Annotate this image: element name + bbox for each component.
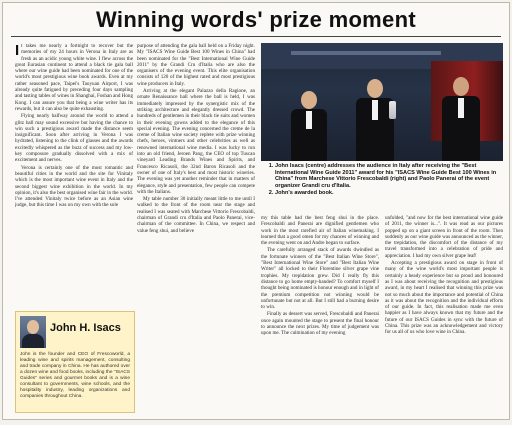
trophy-icon <box>389 101 396 119</box>
author-bio: John is the founder and CEO of Frescoworld, a leading wine and spirits management, consulting and trade company in China. He has authored over a dozen wine and food books, including the "ISACS Guides" series and gourmet books and is a wine consultant to governments, wine schools, and the hospitality industry, leading organizations and companies throughout China. <box>20 352 130 399</box>
headline-rule <box>11 36 501 37</box>
paragraph: Arriving at the elegant Palazzo della Ragione, an ornate Renaissance hall where the ball is held, I was immediately impressed by the synergistic mix of the striking architecture and elegantly dressed crowd. The hundreds of gentlemen in their black tie suits and women in their evening gowns added to the elegance of this special evening. The evening concerned the creme de la creme of Italian wine society replete with prize winning chefs, heroes, vintners and other celebrities as well as renowned international wine media. I was lucky to run into an old friend, Jeroen Pang, the CEO of top Tuscan vineyard Leading Brands Wines and Spirits, and Francesco Ricasoli, the 32nd Baron Ricasoli and the owner of one of Italy's best and most historic wineries. The evening was yet another reminder that in matters of elegance, style and presentation, few people can compete with the Italians. <box>137 88 255 195</box>
article-column-4 <box>385 215 503 413</box>
newspaper-page <box>3 3 509 419</box>
presenter-right <box>439 77 483 161</box>
drop-cap: I <box>15 43 20 59</box>
paragraph: my this table had the best feng shui in the place. Frescobaldi and Panerai are dignified gentlemen who work in the most rarefied air of Italian winemaking. I learned that a good omen for my chances of winning and the evening went on and Andre began to surface. <box>261 215 379 247</box>
paragraph: Accepting a prestigious award on stage in front of many of the wine world's most important people is certainly a heady experience but so proud and honoured as I was about receiving the recognition and prestigious award, in my heart I realised that winning this prize was not so much about the importance and potential of China as it was about the recognition and the individual efforts of our guide. In fact, this realisation made me even happier as I have always known that my future and the future of our ISACS Guides in sync with the future of China. This prize was an acknowledgement and victory for us all of us who love wine in China. <box>385 260 503 336</box>
john-isacs-figure <box>353 79 397 161</box>
paragraph: My table number 30 initially meant little to me until I walked to the front of the room near the stage and realised I was seated with Marchese Vittorio Frescobaldi, chairman of Grandi cru d'Italia and Paolo Panerai, vice-chairman of the committee. In China, we respect and value feng shui, and believe <box>137 196 255 234</box>
paragraph <box>15 43 133 112</box>
paragraph: purpose of attending the gala ball held on a Friday night. My "ISACS Wine Guide Best 100 Wines in China" had been nominated for the "Best International Wine Guide 2011" by the Grandi Cru d'Italia who are also the organisers of the evening event. This elite organisation consists of 120 of the highest rated and most prestigious wine producers in Italy. <box>137 43 255 87</box>
caption-item: 2. John's awarded book. <box>275 190 503 197</box>
paragraph: The carefully arranged stack of awards dwindled as the fortunate winners of the "Best Italian Wine Store", "Best International Wine Store" and "Best Italian Wine Writer" all locked to their Florentine silver grape vine trophies. My trepidation grew. Did I really fly this distance to go home empty-handed? To comfort myself I thought being nominated is honour enough and in light of the premium competition not winning would be unfortunate but not at all. But I still had a burning desire to win. <box>261 247 379 311</box>
article-column-1 <box>15 43 133 307</box>
presenter-left <box>289 91 329 161</box>
author-box <box>15 311 135 413</box>
author-photo <box>20 316 46 348</box>
article-headline: Winning words' prize moment <box>96 7 416 32</box>
article-column-3 <box>261 215 379 413</box>
paragraph: Verona is certainly one of the most romantic and beautiful cities in the world and the site for Vinitaly which is the most important wine event in Italy and the second biggest wine exhibition in the world. In my opinion, it's also the best organised wine fair in the world. I've attended Vinitaly twice before as an Asian wine judge, but this time I was on my own with the sole <box>15 164 133 209</box>
author-name: John H. Isacs <box>50 322 121 334</box>
award-ceremony-photo <box>261 43 503 161</box>
paragraph: Flying nearly halfway around the world to attend a glitz ball may sound excessive but having the chance to win such a prestigious award made the distance seem insignificant. Soon after arriving in Verona I was hydrated, listening to the clink of glasses and the awards excitedly whispered as the buzz of success and my low-key composure gradually dissolved with a mix of excitement and nerves. <box>15 113 133 164</box>
paragraph-text: t takes me nearly a fortnight to recover but the memories of my 24 hours in Verona in Italy are as fresh as an acidic young white wine. I flew across the great Eurasian continent to attend a black tie gala ball where our wine guide had been nominated for one of the world's most prestigious wine book awards. Even at my rather seasoned pace, Taipei's Taoyuan Airport, I was already quite fatigued by preceding four days sampling and tasting tables of wines in Shanghai, Foshan and Hong Kong. I can assure you that being a wine writer has its rewards, but it can also be quite exhausting. <box>15 43 133 112</box>
caption-item: 1. John Isacs (centre) addresses the audience in Italy after receiving the "Best International Wine Guide 2011" award for his "ISACS Wine Guide Best 100 Wines in China" from Marchese Vittorio Frescobaldi (right) and Paolo Panerai of the event organizer Grandi cru d'Italia. <box>275 163 503 189</box>
paragraph: unfolded, "and now for the best international wine guide of 2011, the winner is...". It was read as our pictures popped up on a giant screen in front of the room. Then suddenly as our wine guide was announced as the winner, the trepidation, the discomfort of the distance of my travel transformed into a celebration of pride and appreciation. I had my own silver grape leaf! <box>385 215 503 259</box>
article-column-2 <box>137 43 255 411</box>
photo-caption <box>261 163 503 211</box>
caption-list <box>261 163 503 197</box>
paragraph: Finally as dessert was served, Frescobaldi and Panerai once again mounted the stage to present the final honour to announce the next prizes. My time of judgement was upon me. The culmination of my evening <box>261 311 379 337</box>
